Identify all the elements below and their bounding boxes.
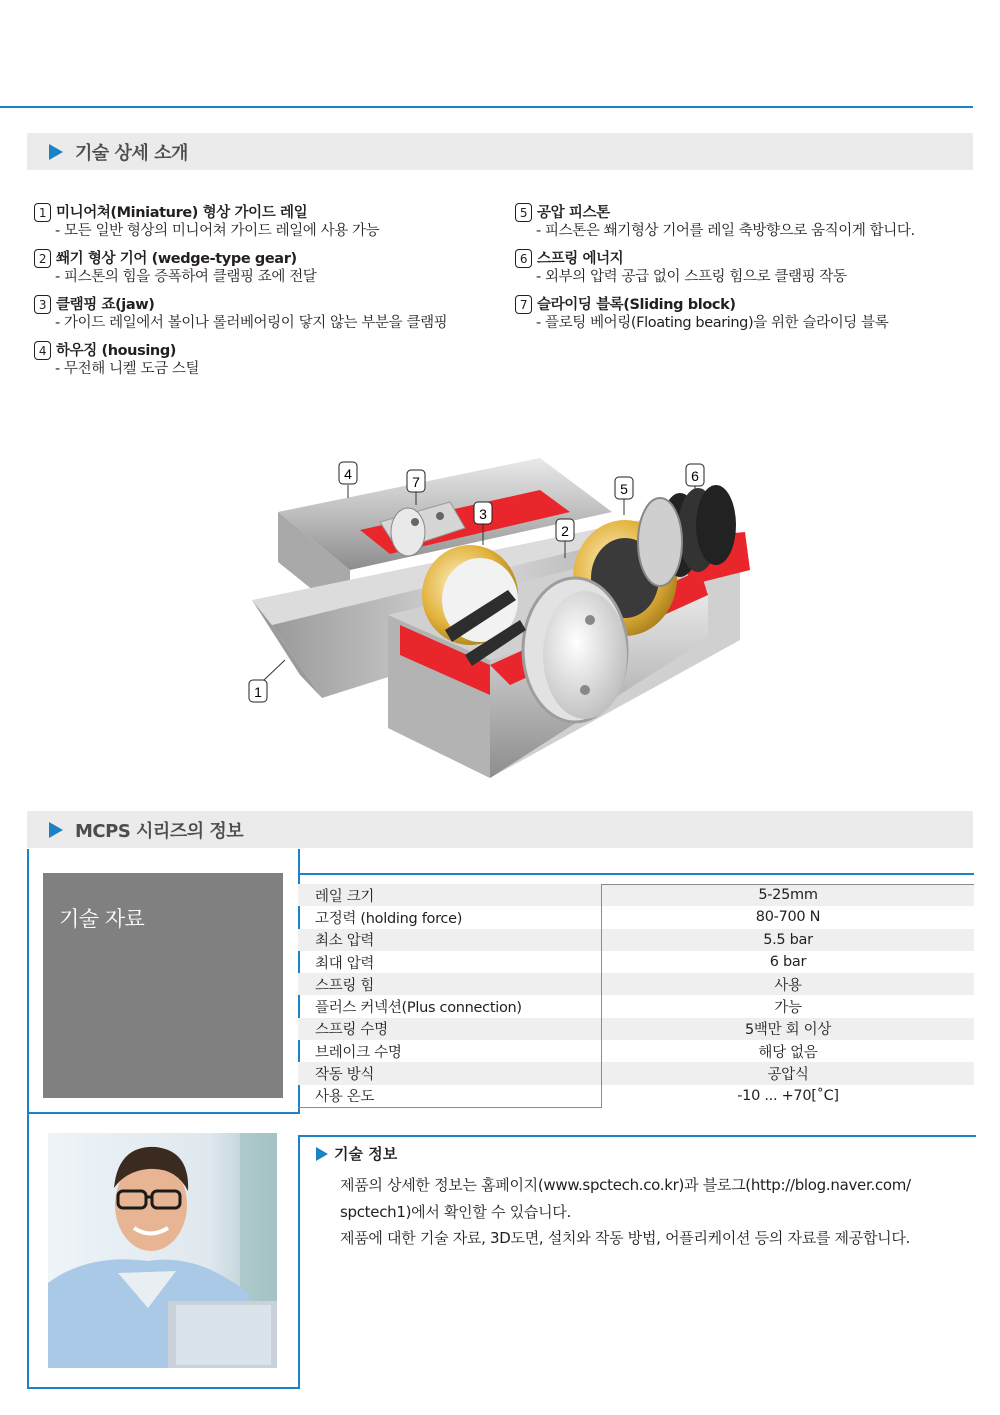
spec-key: 사용 온도 <box>315 1089 375 1106</box>
svg-text:1: 1 <box>254 684 262 700</box>
table-row <box>298 1062 974 1084</box>
svg-text:7: 7 <box>412 474 420 490</box>
spec-key: 스프링 수명 <box>315 1022 388 1039</box>
feature-item <box>515 249 847 286</box>
spec-value: 해당 없음 <box>758 1044 818 1061</box>
spec-key: 최대 압력 <box>315 955 375 972</box>
table-divider <box>298 1107 602 1108</box>
spec-value: 80-700 N <box>755 909 821 926</box>
svg-text:3: 3 <box>479 506 487 522</box>
feature-desc: - 피스톤의 힘을 증폭하여 클램핑 죠에 전달 <box>55 269 317 285</box>
section-header-tech-detail <box>27 133 973 170</box>
feature-title: 미니어쳐(Miniature) 형상 가이드 레일 <box>56 204 308 221</box>
frame-line <box>27 849 29 1389</box>
svg-text:2: 2 <box>561 523 569 539</box>
spec-key: 레일 크기 <box>315 888 375 905</box>
frame-line <box>298 1135 976 1137</box>
info-title: 기술 정보 <box>334 1145 398 1163</box>
tech-data-box <box>43 873 283 1098</box>
number-badge: 4 <box>34 341 51 360</box>
frame-line <box>27 1112 300 1114</box>
spec-value: 5-25mm <box>758 887 818 904</box>
info-line: 제품에 대한 기술 자료, 3D도면, 설치와 작동 방법, 어플리케이션 등의 자료를 제공합니다. <box>340 1229 910 1247</box>
info-line: 제품의 상세한 정보는 홈페이지(www.spctech.co.kr)과 블로그(http://blog.naver.com/ <box>340 1176 911 1194</box>
svg-text:6: 6 <box>691 468 699 484</box>
spec-key: 고정력 (holding force) <box>315 910 463 927</box>
feature-item <box>34 203 379 240</box>
triangle-bullet-icon <box>49 822 63 838</box>
feature-item <box>34 295 447 332</box>
tech-data-label: 기술 자료 <box>59 907 145 931</box>
section-title: 기술 상세 소개 <box>75 142 188 164</box>
feature-title: 공압 피스톤 <box>537 204 610 221</box>
section-title: MCPS 시리즈의 정보 <box>75 820 244 842</box>
feature-desc: - 무전해 니켈 도금 스틸 <box>55 361 200 377</box>
callout-badge <box>615 477 633 499</box>
spec-value: 가능 <box>774 1000 802 1017</box>
table-row <box>298 1018 974 1040</box>
svg-text:5: 5 <box>620 481 628 497</box>
table-row <box>298 1085 974 1107</box>
feature-desc: - 모든 일반 형상의 미니어쳐 가이드 레일에 사용 가능 <box>55 223 380 239</box>
spec-key: 스프링 힘 <box>315 977 375 994</box>
spec-key: 브레이크 수명 <box>315 1044 402 1061</box>
feature-item <box>34 341 199 378</box>
feature-desc: - 피스톤은 쐐기형상 기어를 레일 축방향으로 움직이게 합니다. <box>536 223 915 239</box>
feature-item <box>515 203 915 240</box>
spec-value: 5백만 회 이상 <box>744 1022 832 1039</box>
spec-key: 최소 압력 <box>315 933 375 950</box>
top-rule <box>0 106 973 108</box>
feature-desc: - 외부의 압력 공급 없이 스프링 힘으로 클램핑 작동 <box>536 269 847 285</box>
table-row <box>298 995 974 1017</box>
svg-text:4: 4 <box>344 466 352 482</box>
spec-key: 플러스 커넥션(Plus connection) <box>315 1000 522 1017</box>
spec-value: 5.5 bar <box>763 931 813 948</box>
tech-info-block <box>316 1143 966 1252</box>
spec-key: 작동 방식 <box>315 1067 375 1084</box>
callout-badge <box>249 680 267 702</box>
spec-value: 공압식 <box>767 1067 809 1084</box>
table-row <box>298 1040 974 1062</box>
table-row <box>298 884 974 906</box>
feature-item <box>34 249 316 286</box>
section-header-mcps-info <box>27 811 973 848</box>
number-badge: 6 <box>515 249 532 268</box>
table-row <box>298 973 974 995</box>
spec-value: 사용 <box>774 977 802 994</box>
feature-item <box>515 295 888 332</box>
clamp-cutaway-illustration <box>240 450 760 790</box>
frame-line <box>298 873 974 875</box>
table-divider <box>601 884 974 885</box>
feature-title: 클램핑 죠(jaw) <box>56 296 155 313</box>
feature-title: 스프링 에너지 <box>537 250 624 267</box>
triangle-bullet-icon <box>49 144 63 160</box>
number-badge: 5 <box>515 203 532 222</box>
feature-title: 하우징 (housing) <box>56 342 177 359</box>
spec-value: -10 ... +70[˚C] <box>737 1087 839 1104</box>
table-row <box>298 906 974 928</box>
feature-desc: - 플로팅 베어링(Floating bearing)을 위한 슬라이딩 블록 <box>536 315 889 331</box>
callout-badge <box>339 462 357 484</box>
table-row <box>298 929 974 951</box>
number-badge: 3 <box>34 295 51 314</box>
frame-line <box>27 1387 300 1389</box>
info-line: spctech1)에서 확인할 수 있습니다. <box>340 1202 571 1221</box>
spec-table <box>298 884 974 1107</box>
frame-line <box>298 1135 300 1389</box>
spec-value: 6 bar <box>769 954 807 971</box>
number-badge: 7 <box>515 295 532 314</box>
feature-desc: - 가이드 레일에서 볼이나 롤러베어링이 닿지 않는 부분을 클램핑 <box>55 315 448 331</box>
callout-badge <box>474 502 492 524</box>
callout-badge <box>407 470 425 492</box>
callout-badge <box>556 519 574 541</box>
triangle-bullet-icon <box>316 1147 328 1161</box>
table-row <box>298 951 974 973</box>
feature-title: 슬라이딩 블록(Sliding block) <box>537 296 736 313</box>
engineer-photo <box>48 1133 277 1368</box>
number-badge: 2 <box>34 249 51 268</box>
feature-title: 쐐기 형상 기어 (wedge-type gear) <box>56 250 297 267</box>
table-divider <box>601 884 602 1108</box>
callout-badge <box>686 464 704 486</box>
number-badge: 1 <box>34 203 51 222</box>
